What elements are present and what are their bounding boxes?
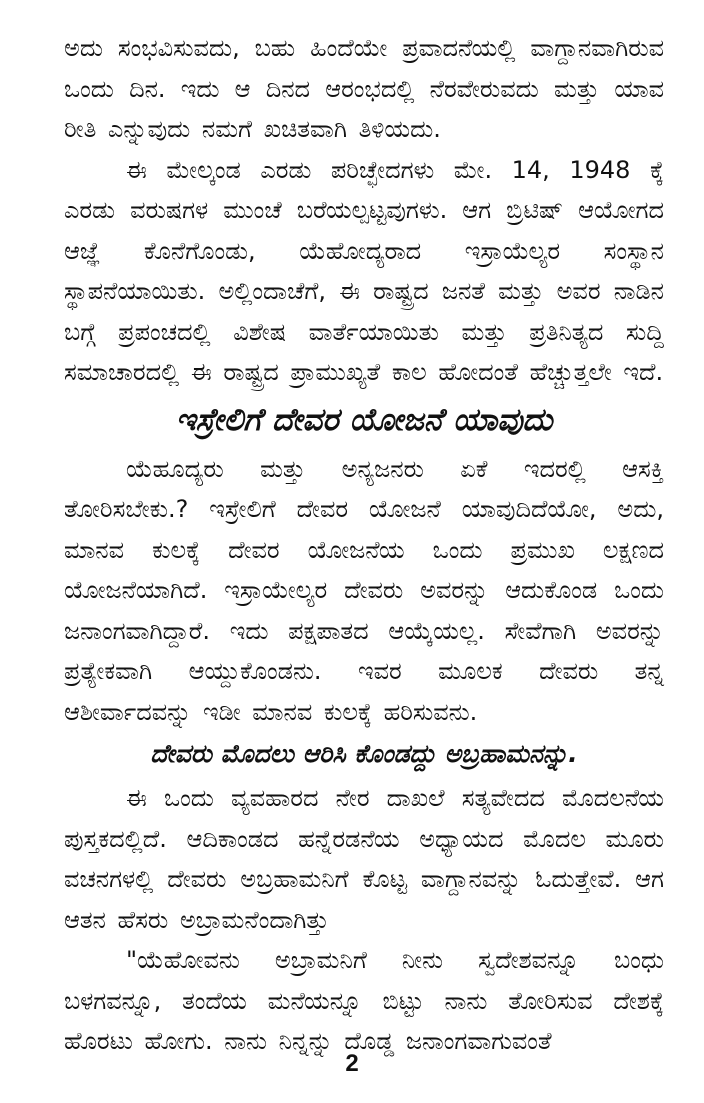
section-title: ಇಸ್ರೇಲಿಗೆ ದೇವರ ಯೋಜನೆ ಯಾವುದು — [175, 401, 553, 438]
page-number: 2 — [345, 1050, 359, 1077]
paragraph-4: ಈ ಒಂದು ವ್ಯವಹಾರದ ನೇರ ದಾಖಲೆ ಸತ್ಯವೇದದ ಮೊದಲನೆಯ ಪುಸ್ತಕದಲ್ಲಿದೆ. ಆದಿಕಾಂಡದ ಹನ್ನೆರಡನೆಯ ಅಧ್ಯಾಯದ ಮೊದಲ ಮೂರು ವಚನಗಳಲ್ಲಿ ದೇವರು ಅಬ್ರಹಾಮನಿಗೆ ಕೊಟ್ಟ ವಾಗ್ದಾನವನ್ನು ಓದುತ್ತೇವೆ. ಆಗ ಆತನ ಹೆಸರು ಅಬ್ರಾಮನೆಂದಾಗಿತ್ತು — [64, 784, 664, 934]
page-content — [64, 28, 664, 1062]
paragraph-5-quote: "ಯೆಹೋವನು ಅಬ್ರಾಮನಿಗೆ ನೀನು ಸ್ವದೇಶವನ್ನೂ ಬಂಧು ಬಳಗವನ್ನೂ, ತಂದೆಯ ಮನೆಯನ್ನೂ ಬಿಟ್ಟು ನಾನು ತೋರಿಸುವ ದೇಶಕ್ಕೆ ಹೊರಟು ಹೋಗು. ನಾನು ನಿನ್ನನ್ನು ದೊಡ್ಡ ಜನಾಂಗವಾಗುವಂತೆ — [64, 946, 664, 1055]
subsection-title: ದೇವರು ಮೊದಲು ಆರಿಸಿ ಕೊಂಡದ್ದು ಅಬ್ರಹಾಮನನ್ನು. — [150, 739, 578, 768]
paragraph-3: ಯೆಹೂದ್ಯರು ಮತ್ತು ಅನ್ಯಜನರು ಏಕೆ ಇದರಲ್ಲಿ ಆಸಕ್ತಿ ತೋರಿಸಬೇಕು.? ಇಸ್ರೇಲಿಗೆ ದೇವರ ಯೋಜನೆ ಯಾವುದಿದೆಯೋ, ಅದು, ಮಾನವ ಕುಲಕ್ಕೆ ದೇವರ ಯೋಜನೆಯ ಒಂದು ಪ್ರಮುಖ ಲಕ್ಷಣದ ಯೋಜನೆಯಾಗಿದೆ. ಇಸ್ರಾಯೇಲ್ಯರ ದೇವರು ಅವರನ್ನು ಆದುಕೊಂಡ ಒಂದು ಜನಾಂಗವಾಗಿದ್ದಾರೆ. ಇದು ಪಕ್ಷಪಾತದ ಆಯ್ಕೆಯಲ್ಲ. ಸೇವೆಗಾಗಿ ಅವರನ್ನು ಪ್ರತ್ಯೇಕವಾಗಿ ಆಯ್ದುಕೊಂಡನು. ಇವರ ಮೂಲಕ ದೇವರು ತನ್ನ ಆಶೀರ್ವಾದವನ್ನು ಇಡೀ ಮಾನವ ಕುಲಕ್ಕೆ ಹರಿಸುವನು. — [64, 454, 664, 726]
paragraph-2: ಈ ಮೇಲ್ಕಂಡ ಎರಡು ಪರಿಚ್ಛೇದಗಳು ಮೇ. 14, 1948 ಕ್ಕೆ ಎರಡು ವರುಷಗಳ ಮುಂಚೆ ಬರೆಯಲ್ಪಟ್ಟವುಗಳು. ಆಗ ಬ್ರಿಟಿಷ್ ಆಯೋಗದ ಆಜ್ಞೆ ಕೊನೆಗೊಂಡು, ಯೆಹೋದ್ಯರಾದ ಇಸ್ರಾಯೆಲ್ಯರ ಸಂಸ್ಥಾನ ಸ್ಥಾಪನೆಯಾಯಿತು. ಅಲ್ಲಿಂದಾಚೆಗೆ, ಈ ರಾಷ್ಟ್ರದ ಜನತೆ ಮತ್ತು ಅವರ ನಾಡಿನ ಬಗ್ಗೆ ಪ್ರಪಂಚದಲ್ಲಿ ವಿಶೇಷ ವಾರ್ತೆಯಾಯಿತು ಮತ್ತು ಪ್ರತಿನಿತ್ಯದ ಸುದ್ದಿ ಸಮಾಚಾರದಲ್ಲಿ ಈ ರಾಷ್ಟ್ರದ ಪ್ರಾಮುಖ್ಯತೆ ಕಾಲ ಹೋದಂತೆ ಹೆಚ್ಚುತ್ತಲೇ ಇದೆ. — [64, 155, 664, 386]
paragraph-1: ಅದು ಸಂಭವಿಸುವದು, ಬಹು ಹಿಂದೆಯೇ ಪ್ರವಾದನೆಯಲ್ಲಿ ವಾಗ್ದಾನವಾಗಿರುವ ಒಂದು ದಿನ. ಇದು ಆ ದಿನದ ಆರಂಭದಲ್ಲಿ ನೆರವೇರುವದು ಮತ್ತು ಯಾವ ರೀತಿ ಎನ್ನುವುದು ನಮಗೆ ಖಚಿತವಾಗಿ ತಿಳಿಯದು. — [64, 34, 664, 143]
